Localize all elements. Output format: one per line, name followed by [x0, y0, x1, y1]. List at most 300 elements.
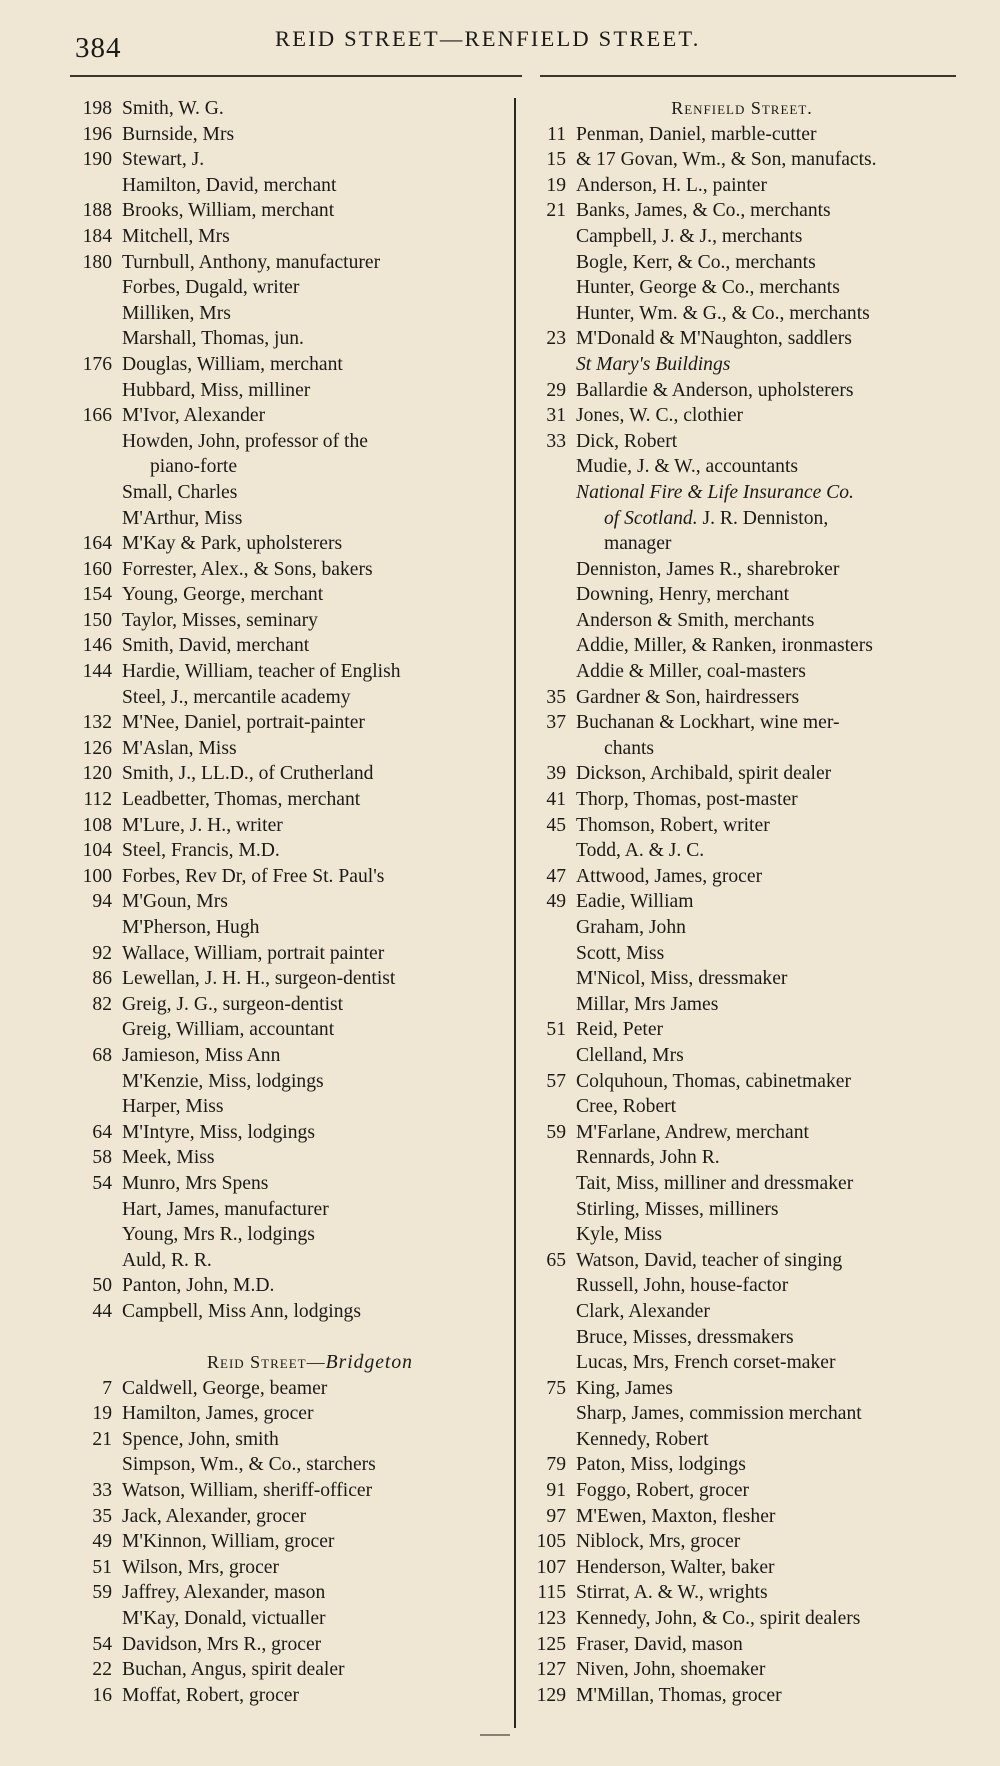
- list-item: [70, 1197, 510, 1223]
- house-number: 94: [92, 891, 112, 913]
- list-item: [524, 352, 960, 378]
- list-item: [70, 224, 510, 250]
- list-item: [524, 1197, 960, 1223]
- list-item: [70, 710, 510, 736]
- list-item: [524, 633, 960, 659]
- entry-continuation: of Scotland. J. R. Denniston,: [604, 507, 829, 529]
- house-number: 19: [546, 174, 566, 196]
- list-item: [524, 1478, 960, 1504]
- entry-name: Clelland, Mrs: [576, 1044, 684, 1066]
- entry-name: Buchan, Angus, spirit dealer: [122, 1659, 345, 1681]
- entry-name: Smith, David, merchant: [122, 635, 310, 657]
- list-item: [70, 813, 510, 839]
- list-item: [524, 838, 960, 864]
- entry-name: M'Arthur, Miss: [122, 507, 243, 529]
- list-item: [70, 1580, 510, 1606]
- entry-name: Young, Mrs R., lodgings: [122, 1224, 315, 1246]
- list-item: [524, 250, 960, 276]
- house-number: 15: [546, 149, 566, 171]
- entry-name: Banks, James, & Co., merchants: [576, 200, 831, 222]
- house-number: 97: [546, 1505, 566, 1527]
- house-number: 112: [83, 789, 112, 811]
- list-item: [70, 1555, 510, 1581]
- section-heading-italic: Bridgeton: [325, 1352, 413, 1374]
- entry-continuation: chants: [604, 737, 655, 759]
- entry-name: St Mary's Buildings: [576, 353, 731, 375]
- section-heading-bridgeton: [70, 1350, 510, 1376]
- house-number: 92: [92, 942, 112, 964]
- entry-name: Meek, Miss: [122, 1147, 215, 1169]
- entry-name: M'Ivor, Alexander: [122, 405, 266, 427]
- list-item: [524, 1350, 960, 1376]
- entry-name: Gardner & Son, hairdressers: [576, 686, 800, 708]
- list-item: [524, 1120, 960, 1146]
- entry-name: M'Kenzie, Miss, lodgings: [122, 1070, 324, 1092]
- list-item: [524, 1683, 960, 1709]
- list-item: [70, 1222, 510, 1248]
- entry-name: Scott, Miss: [576, 942, 665, 964]
- house-number: 51: [92, 1556, 112, 1578]
- list-item: [70, 1299, 510, 1325]
- house-number: 22: [92, 1659, 112, 1681]
- list-item: [524, 1427, 960, 1453]
- entry-name: Hamilton, James, grocer: [122, 1403, 314, 1425]
- list-item: [70, 429, 510, 480]
- house-number: 91: [546, 1480, 566, 1502]
- entry-name: Hunter, George & Co., merchants: [576, 277, 840, 299]
- right-column: [524, 96, 960, 1708]
- entry-name: Todd, A. & J. C.: [576, 840, 705, 862]
- entry-name: M'Nee, Daniel, portrait-painter: [122, 712, 365, 734]
- list-item: [70, 1632, 510, 1658]
- list-item: [70, 173, 510, 199]
- list-item: [524, 1094, 960, 1120]
- house-number: 107: [536, 1556, 566, 1578]
- house-number: 198: [82, 98, 112, 119]
- house-number: 123: [536, 1608, 566, 1630]
- house-number: 45: [546, 814, 566, 836]
- house-number: 16: [92, 1684, 112, 1706]
- entry-name: Ballardie & Anderson, upholsterers: [576, 379, 854, 401]
- house-number: 190: [82, 149, 112, 171]
- section-spacer: [70, 1325, 510, 1351]
- entry-name: Rennards, John R.: [576, 1147, 720, 1169]
- house-number: 188: [82, 200, 112, 222]
- house-number: 184: [82, 225, 112, 247]
- bottom-mark: [480, 1734, 510, 1736]
- house-number: 65: [546, 1249, 566, 1271]
- list-item: [524, 1222, 960, 1248]
- list-item: [524, 403, 960, 429]
- house-number: 59: [546, 1121, 566, 1143]
- house-number: 132: [82, 712, 112, 734]
- entry-name: Millar, Mrs James: [576, 993, 719, 1015]
- list-item: [524, 1017, 960, 1043]
- list-item: [70, 506, 510, 532]
- house-number: 29: [546, 379, 566, 401]
- entry-name: Thomson, Robert, writer: [576, 814, 770, 836]
- list-item: [524, 1171, 960, 1197]
- entry-name: Greig, William, accountant: [122, 1019, 335, 1041]
- list-item: [70, 1452, 510, 1478]
- entry-name: Auld, R. R.: [122, 1249, 212, 1271]
- header-rule-left: [70, 75, 522, 77]
- list-item: [524, 941, 960, 967]
- house-number: 105: [536, 1531, 566, 1553]
- house-number: 54: [92, 1172, 112, 1194]
- house-number: 79: [546, 1454, 566, 1476]
- list-item: [70, 941, 510, 967]
- list-item: [70, 1017, 510, 1043]
- right-entry-list: [524, 122, 960, 1709]
- list-item: [70, 301, 510, 327]
- entry-name: Kennedy, Robert: [576, 1428, 709, 1450]
- list-item: [70, 531, 510, 557]
- entry-name: M'Lure, J. H., writer: [122, 814, 283, 836]
- entry-name: Henderson, Walter, baker: [576, 1556, 775, 1578]
- entry-continuation: piano-forte: [150, 456, 238, 478]
- entry-name: Jack, Alexander, grocer: [122, 1505, 307, 1527]
- entry-name: M'Kay & Park, upholsterers: [122, 533, 343, 555]
- entry-name: Bruce, Misses, dressmakers: [576, 1326, 794, 1348]
- house-number: 160: [82, 558, 112, 580]
- entry-name: M'Ewen, Maxton, flesher: [576, 1505, 776, 1527]
- list-item: [70, 864, 510, 890]
- house-number: 125: [536, 1633, 566, 1655]
- list-item: [524, 685, 960, 711]
- house-number: 33: [92, 1480, 112, 1502]
- house-number: 47: [546, 865, 566, 887]
- entry-name: Foggo, Robert, grocer: [576, 1480, 750, 1502]
- list-item: [524, 966, 960, 992]
- house-number: 35: [546, 686, 566, 708]
- entry-name: Dick, Robert: [576, 430, 678, 452]
- entry-name: Howden, John, professor of the piano-forte: [122, 429, 510, 480]
- house-number: 51: [546, 1019, 566, 1041]
- list-item: [524, 710, 960, 761]
- column-divider: [514, 98, 516, 1728]
- entry-name: Attwood, James, grocer: [576, 865, 763, 887]
- house-number: 33: [546, 430, 566, 452]
- entry-continuation: manager: [604, 533, 672, 555]
- list-item: [70, 557, 510, 583]
- list-item: [524, 761, 960, 787]
- list-item: [70, 992, 510, 1018]
- list-item: [70, 1094, 510, 1120]
- entry-name: Buchanan & Lockhart, wine mer- chants: [576, 710, 960, 761]
- list-item: [524, 659, 960, 685]
- house-number: 23: [546, 328, 566, 350]
- entry-name: Stirrat, A. & W., wrights: [576, 1582, 768, 1604]
- list-item: [524, 198, 960, 224]
- list-item: [524, 1529, 960, 1555]
- list-item: [524, 1401, 960, 1427]
- list-item: [524, 1043, 960, 1069]
- list-item: [70, 685, 510, 711]
- list-item: [524, 1376, 960, 1402]
- list-item: [524, 122, 960, 148]
- entry-name: [576, 480, 960, 557]
- entry-name: M'Kay, Donald, victualler: [122, 1608, 326, 1630]
- entry-name: Panton, John, M.D.: [122, 1275, 275, 1297]
- house-number: 154: [82, 584, 112, 606]
- list-item: [524, 454, 960, 480]
- entry-name: M'Donald & M'Naughton, saddlers: [576, 328, 852, 350]
- list-item: [524, 1632, 960, 1658]
- list-item: [524, 224, 960, 250]
- house-number: 115: [537, 1582, 566, 1604]
- entry-name: Small, Charles: [122, 481, 238, 503]
- list-item: [70, 1606, 510, 1632]
- entry-name: Davidson, Mrs R., grocer: [122, 1633, 322, 1655]
- entry-name: M'Aslan, Miss: [122, 737, 237, 759]
- list-item: [524, 557, 960, 583]
- entry-name: Watson, William, sheriff-officer: [122, 1480, 373, 1502]
- entry-name: Reid, Peter: [576, 1019, 664, 1041]
- entry-name: Watson, David, teacher of singing: [576, 1249, 843, 1271]
- house-number: 21: [546, 200, 566, 222]
- list-item: [524, 1580, 960, 1606]
- entry-name: M'Millan, Thomas, grocer: [576, 1684, 782, 1706]
- list-item: [70, 915, 510, 941]
- list-item: [70, 275, 510, 301]
- house-number: 150: [82, 609, 112, 631]
- entry-name: Hubbard, Miss, milliner: [122, 379, 311, 401]
- entry-name: Spence, John, smith: [122, 1428, 279, 1450]
- entry-name: Clark, Alexander: [576, 1300, 710, 1322]
- list-item: [70, 1427, 510, 1453]
- list-item: [524, 1248, 960, 1274]
- list-item: [70, 1171, 510, 1197]
- left-entry-list: [70, 96, 510, 1325]
- house-number: 100: [82, 865, 112, 887]
- entry-name: Niven, John, shoemaker: [576, 1659, 766, 1681]
- list-item: [524, 275, 960, 301]
- entry-name: Hamilton, David, merchant: [122, 174, 337, 196]
- entry-name: Eadie, William: [576, 891, 694, 913]
- entry-name: Forbes, Dugald, writer: [122, 277, 300, 299]
- list-item: [524, 480, 960, 557]
- house-number: 59: [92, 1582, 112, 1604]
- list-item: [70, 1145, 510, 1171]
- list-item: [524, 864, 960, 890]
- house-number: 31: [546, 405, 566, 427]
- entry-name: Milliken, Mrs: [122, 302, 231, 324]
- list-item: [70, 966, 510, 992]
- entry-name: Jones, W. C., clothier: [576, 405, 744, 427]
- entry-name: Greig, J. G., surgeon-dentist: [122, 993, 344, 1015]
- page-number: 384: [75, 32, 122, 64]
- header-rule-right: [540, 75, 956, 77]
- entry-name: Dickson, Archibald, spirit dealer: [576, 763, 832, 785]
- house-number: 108: [82, 814, 112, 836]
- entry-name: Niblock, Mrs, grocer: [576, 1531, 741, 1553]
- entry-name: Hunter, Wm. & G., & Co., merchants: [576, 302, 870, 324]
- list-item: [524, 1555, 960, 1581]
- list-item: [524, 1145, 960, 1171]
- running-head: REID STREET—RENFIELD STREET.: [275, 26, 701, 51]
- list-item: [524, 1069, 960, 1095]
- house-number: 146: [82, 635, 112, 657]
- entry-name: M'Farlane, Andrew, merchant: [576, 1121, 809, 1143]
- entry-name: Steel, Francis, M.D.: [122, 840, 280, 862]
- entry-name: Taylor, Misses, seminary: [122, 609, 318, 631]
- house-number: 44: [92, 1300, 112, 1322]
- list-item: [524, 1452, 960, 1478]
- list-item: [70, 787, 510, 813]
- house-number: 50: [92, 1275, 112, 1297]
- entry-name: Colquhoun, Thomas, cabinetmaker: [576, 1070, 851, 1092]
- entry-name: Caldwell, George, beamer: [122, 1377, 328, 1399]
- list-item: [524, 378, 960, 404]
- list-item: [524, 1657, 960, 1683]
- list-item: [70, 761, 510, 787]
- entry-name: Munro, Mrs Spens: [122, 1172, 269, 1194]
- entry-name: Smith, J., LL.D., of Crutherland: [122, 763, 374, 785]
- list-item: [70, 1376, 510, 1402]
- list-item: [524, 326, 960, 352]
- entry-name-italic: National Fire & Life Insurance Co.: [576, 481, 854, 503]
- list-item: [70, 1529, 510, 1555]
- entry-name: Kyle, Miss: [576, 1224, 663, 1246]
- list-item: [524, 1325, 960, 1351]
- entry-name: Penman, Daniel, marble-cutter: [576, 123, 817, 145]
- list-item: [70, 582, 510, 608]
- list-item: [524, 608, 960, 634]
- house-number: 144: [82, 661, 112, 683]
- list-item: [70, 1120, 510, 1146]
- house-number: 129: [536, 1684, 566, 1706]
- entry-continuation-italic: of Scotland.: [604, 507, 698, 529]
- list-item: [70, 889, 510, 915]
- house-number: 86: [92, 968, 112, 990]
- house-number: 11: [547, 123, 566, 145]
- list-item: [524, 301, 960, 327]
- house-number: 75: [546, 1377, 566, 1399]
- entry-name: Thorp, Thomas, post-master: [576, 789, 798, 811]
- entry-name: Addie, Miller, & Ranken, ironmasters: [576, 635, 873, 657]
- list-item: [70, 147, 510, 173]
- entry-name: Brooks, William, merchant: [122, 200, 335, 222]
- entry-name: Lucas, Mrs, French corset-maker: [576, 1352, 836, 1374]
- house-number: 7: [102, 1377, 112, 1399]
- entry-name: Jamieson, Miss Ann: [122, 1044, 281, 1066]
- entry-name: Addie & Miller, coal-masters: [576, 661, 806, 683]
- list-item: [524, 992, 960, 1018]
- entry-name: Hardie, William, teacher of English: [122, 661, 401, 683]
- entry-name: & 17 Govan, Wm., & Son, manufacts.: [576, 149, 877, 171]
- list-item: [524, 915, 960, 941]
- entry-name: Kennedy, John, & Co., spirit dealers: [576, 1608, 861, 1630]
- entry-name: Burnside, Mrs: [122, 123, 235, 145]
- entry-name: Young, George, merchant: [122, 584, 324, 606]
- house-number: 126: [82, 737, 112, 759]
- house-number: 180: [82, 251, 112, 273]
- list-item: [70, 1069, 510, 1095]
- list-item: [70, 659, 510, 685]
- left-column: [70, 96, 510, 1708]
- list-item: [70, 198, 510, 224]
- list-item: [70, 633, 510, 659]
- house-number: 104: [82, 840, 112, 862]
- entry-name: Jaffrey, Alexander, mason: [122, 1582, 326, 1604]
- list-item: [70, 326, 510, 352]
- list-item: [70, 250, 510, 276]
- entry-name: Forrester, Alex., & Sons, bakers: [122, 558, 373, 580]
- entry-name: Fraser, David, mason: [576, 1633, 743, 1655]
- house-number: 196: [82, 123, 112, 145]
- list-item: [524, 173, 960, 199]
- list-item: [70, 122, 510, 148]
- entry-name: Campbell, Miss Ann, lodgings: [122, 1300, 361, 1322]
- entry-name: Bogle, Kerr, & Co., merchants: [576, 251, 816, 273]
- list-item: [70, 1043, 510, 1069]
- list-item: [70, 1478, 510, 1504]
- entry-name: Steel, J., mercantile academy: [122, 686, 351, 708]
- list-item: [70, 1657, 510, 1683]
- entry-name: Anderson & Smith, merchants: [576, 609, 815, 631]
- house-number: 127: [536, 1659, 566, 1681]
- house-number: 164: [82, 533, 112, 555]
- section-heading-text: Reid Street—: [207, 1352, 326, 1373]
- entry-name: Douglas, William, merchant: [122, 353, 343, 375]
- entry-name: Wallace, William, portrait painter: [122, 942, 385, 964]
- entry-name: M'Kinnon, William, grocer: [122, 1531, 335, 1553]
- entry-name: Mitchell, Mrs: [122, 225, 230, 247]
- list-item: [70, 1401, 510, 1427]
- house-number: 21: [92, 1428, 112, 1450]
- list-item: [70, 378, 510, 404]
- entry-name: Turnbull, Anthony, manufacturer: [122, 251, 381, 273]
- list-item: [524, 813, 960, 839]
- section-heading-renfield: Renfield Street.: [671, 98, 813, 118]
- list-item: [524, 429, 960, 455]
- house-number: 39: [546, 763, 566, 785]
- house-number: 41: [546, 789, 566, 811]
- entry-name: Paton, Miss, lodgings: [576, 1454, 746, 1476]
- house-number: 49: [92, 1531, 112, 1553]
- list-item: [524, 1606, 960, 1632]
- house-number: 166: [82, 405, 112, 427]
- entry-name: Stewart, J.: [122, 149, 205, 171]
- entry-name: Moffat, Robert, grocer: [122, 1684, 300, 1706]
- house-number: 54: [92, 1633, 112, 1655]
- entry-name: Simpson, Wm., & Co., starchers: [122, 1454, 376, 1476]
- house-number: 68: [92, 1044, 112, 1066]
- house-number: 176: [82, 353, 112, 375]
- entry-name: Harper, Miss: [122, 1096, 224, 1118]
- house-number: 49: [546, 891, 566, 913]
- list-item: [70, 1248, 510, 1274]
- list-item: [524, 1273, 960, 1299]
- entry-name: King, James: [576, 1377, 673, 1399]
- entry-name: M'Pherson, Hugh: [122, 917, 260, 938]
- entry-name: Marshall, Thomas, jun.: [122, 328, 304, 350]
- entry-name: Sharp, James, commission merchant: [576, 1403, 862, 1425]
- house-number: 57: [546, 1070, 566, 1092]
- list-item: [70, 96, 510, 122]
- list-item: [70, 352, 510, 378]
- list-item: [70, 1504, 510, 1530]
- house-number: 58: [92, 1147, 112, 1169]
- entry-name: Downing, Henry, merchant: [576, 584, 790, 606]
- entry-name: M'Nicol, Miss, dressmaker: [576, 968, 788, 990]
- house-number: 64: [92, 1121, 112, 1143]
- entry-name: Smith, W. G.: [122, 98, 224, 119]
- page-header: [0, 18, 1000, 68]
- entry-name: Wilson, Mrs, grocer: [122, 1556, 280, 1578]
- entry-name: Forbes, Rev Dr, of Free St. Paul's: [122, 865, 385, 887]
